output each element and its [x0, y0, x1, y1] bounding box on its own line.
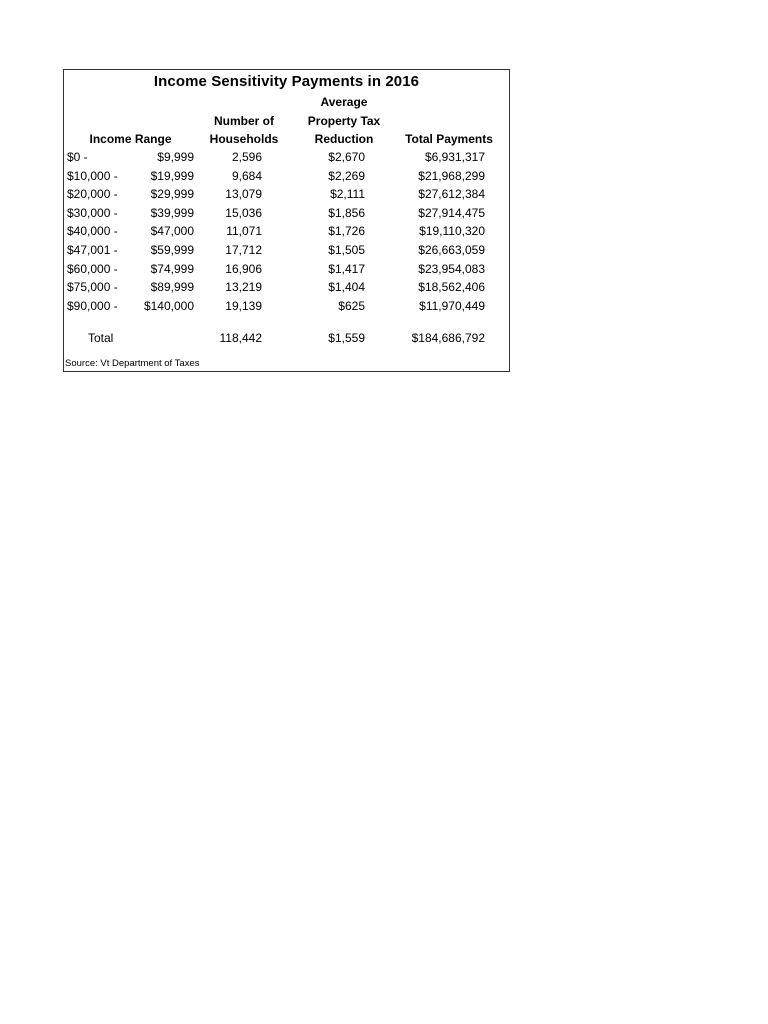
- avg-reduction: $625: [338, 298, 365, 313]
- header-avg-line2: Property Tax: [307, 113, 381, 128]
- households-count: 11,071: [226, 224, 262, 239]
- households-count: 13,219: [225, 280, 262, 295]
- source-note: Source: Vt Department of Taxes: [65, 358, 200, 369]
- income-from: $47,001 -: [67, 243, 118, 257]
- income-from: $0 -: [67, 150, 88, 164]
- total-payment: $18,562,406: [418, 280, 485, 295]
- header-households: [199, 112, 289, 149]
- total-payment: $27,612,384: [418, 187, 485, 202]
- header-households-line1: Number of: [214, 113, 274, 128]
- income-to: $89,999: [150, 280, 194, 295]
- total-payment: $23,954,083: [418, 261, 485, 276]
- table-title: Income Sensitivity Payments in 2016: [153, 73, 420, 90]
- households-count: 15,036: [225, 205, 262, 220]
- total-payment: $26,663,059: [418, 243, 485, 257]
- income-to: $39,999: [150, 205, 194, 220]
- income-from: $90,000 -: [67, 298, 118, 313]
- header-income-range: Income Range: [89, 132, 172, 146]
- avg-reduction: $1,417: [328, 261, 365, 276]
- income-to: $29,999: [150, 187, 194, 202]
- households-count: 2,596: [231, 150, 262, 164]
- avg-reduction: $1,726: [328, 224, 365, 239]
- total-label: Total: [88, 331, 114, 345]
- header-avg-line1: Average: [320, 95, 368, 109]
- households-count: 9,684: [231, 168, 262, 183]
- income-sensitivity-table: [63, 69, 510, 372]
- income-from: $20,000 -: [67, 187, 118, 202]
- avg-reduction: $1,856: [328, 205, 365, 220]
- avg-reduction: $2,269: [328, 168, 365, 183]
- income-to: $47,000: [150, 224, 194, 239]
- income-to: $74,999: [150, 261, 194, 276]
- income-to: $9,999: [157, 150, 194, 164]
- avg-reduction: $1,404: [328, 280, 365, 295]
- avg-reduction: $1,505: [328, 243, 365, 257]
- income-from: $40,000 -: [67, 224, 118, 239]
- income-from: $60,000 -: [67, 261, 118, 276]
- total-avg-reduction: $1,559: [328, 331, 365, 345]
- avg-reduction: $2,670: [328, 150, 365, 164]
- total-payments: $184,686,792: [411, 331, 485, 345]
- income-from: $30,000 -: [67, 205, 118, 220]
- income-to: $140,000: [143, 298, 194, 313]
- total-payment: $19,110,320: [419, 224, 485, 239]
- header-avg-reduction: [279, 93, 409, 149]
- households-count: 13,079: [225, 187, 262, 202]
- total-payment: $27,914,475: [418, 205, 485, 220]
- total-households: 118,442: [219, 331, 262, 345]
- total-payment: $21,968,299: [418, 168, 485, 183]
- income-to: $59,999: [150, 243, 194, 257]
- header-households-line2: Households: [209, 132, 279, 146]
- income-from: $75,000 -: [67, 280, 118, 295]
- households-count: 16,906: [225, 261, 262, 276]
- income-to: $19,999: [150, 168, 194, 183]
- header-total-payments: Total Payments: [405, 132, 493, 146]
- avg-reduction: $2,111: [330, 187, 365, 202]
- income-from: $10,000 -: [67, 168, 118, 183]
- total-payment: $6,931,317: [424, 150, 485, 164]
- total-payment: $11,970,449: [419, 298, 485, 313]
- header-avg-line3: Reduction: [314, 132, 374, 146]
- households-count: 19,139: [225, 298, 262, 313]
- households-count: 17,712: [225, 243, 262, 257]
